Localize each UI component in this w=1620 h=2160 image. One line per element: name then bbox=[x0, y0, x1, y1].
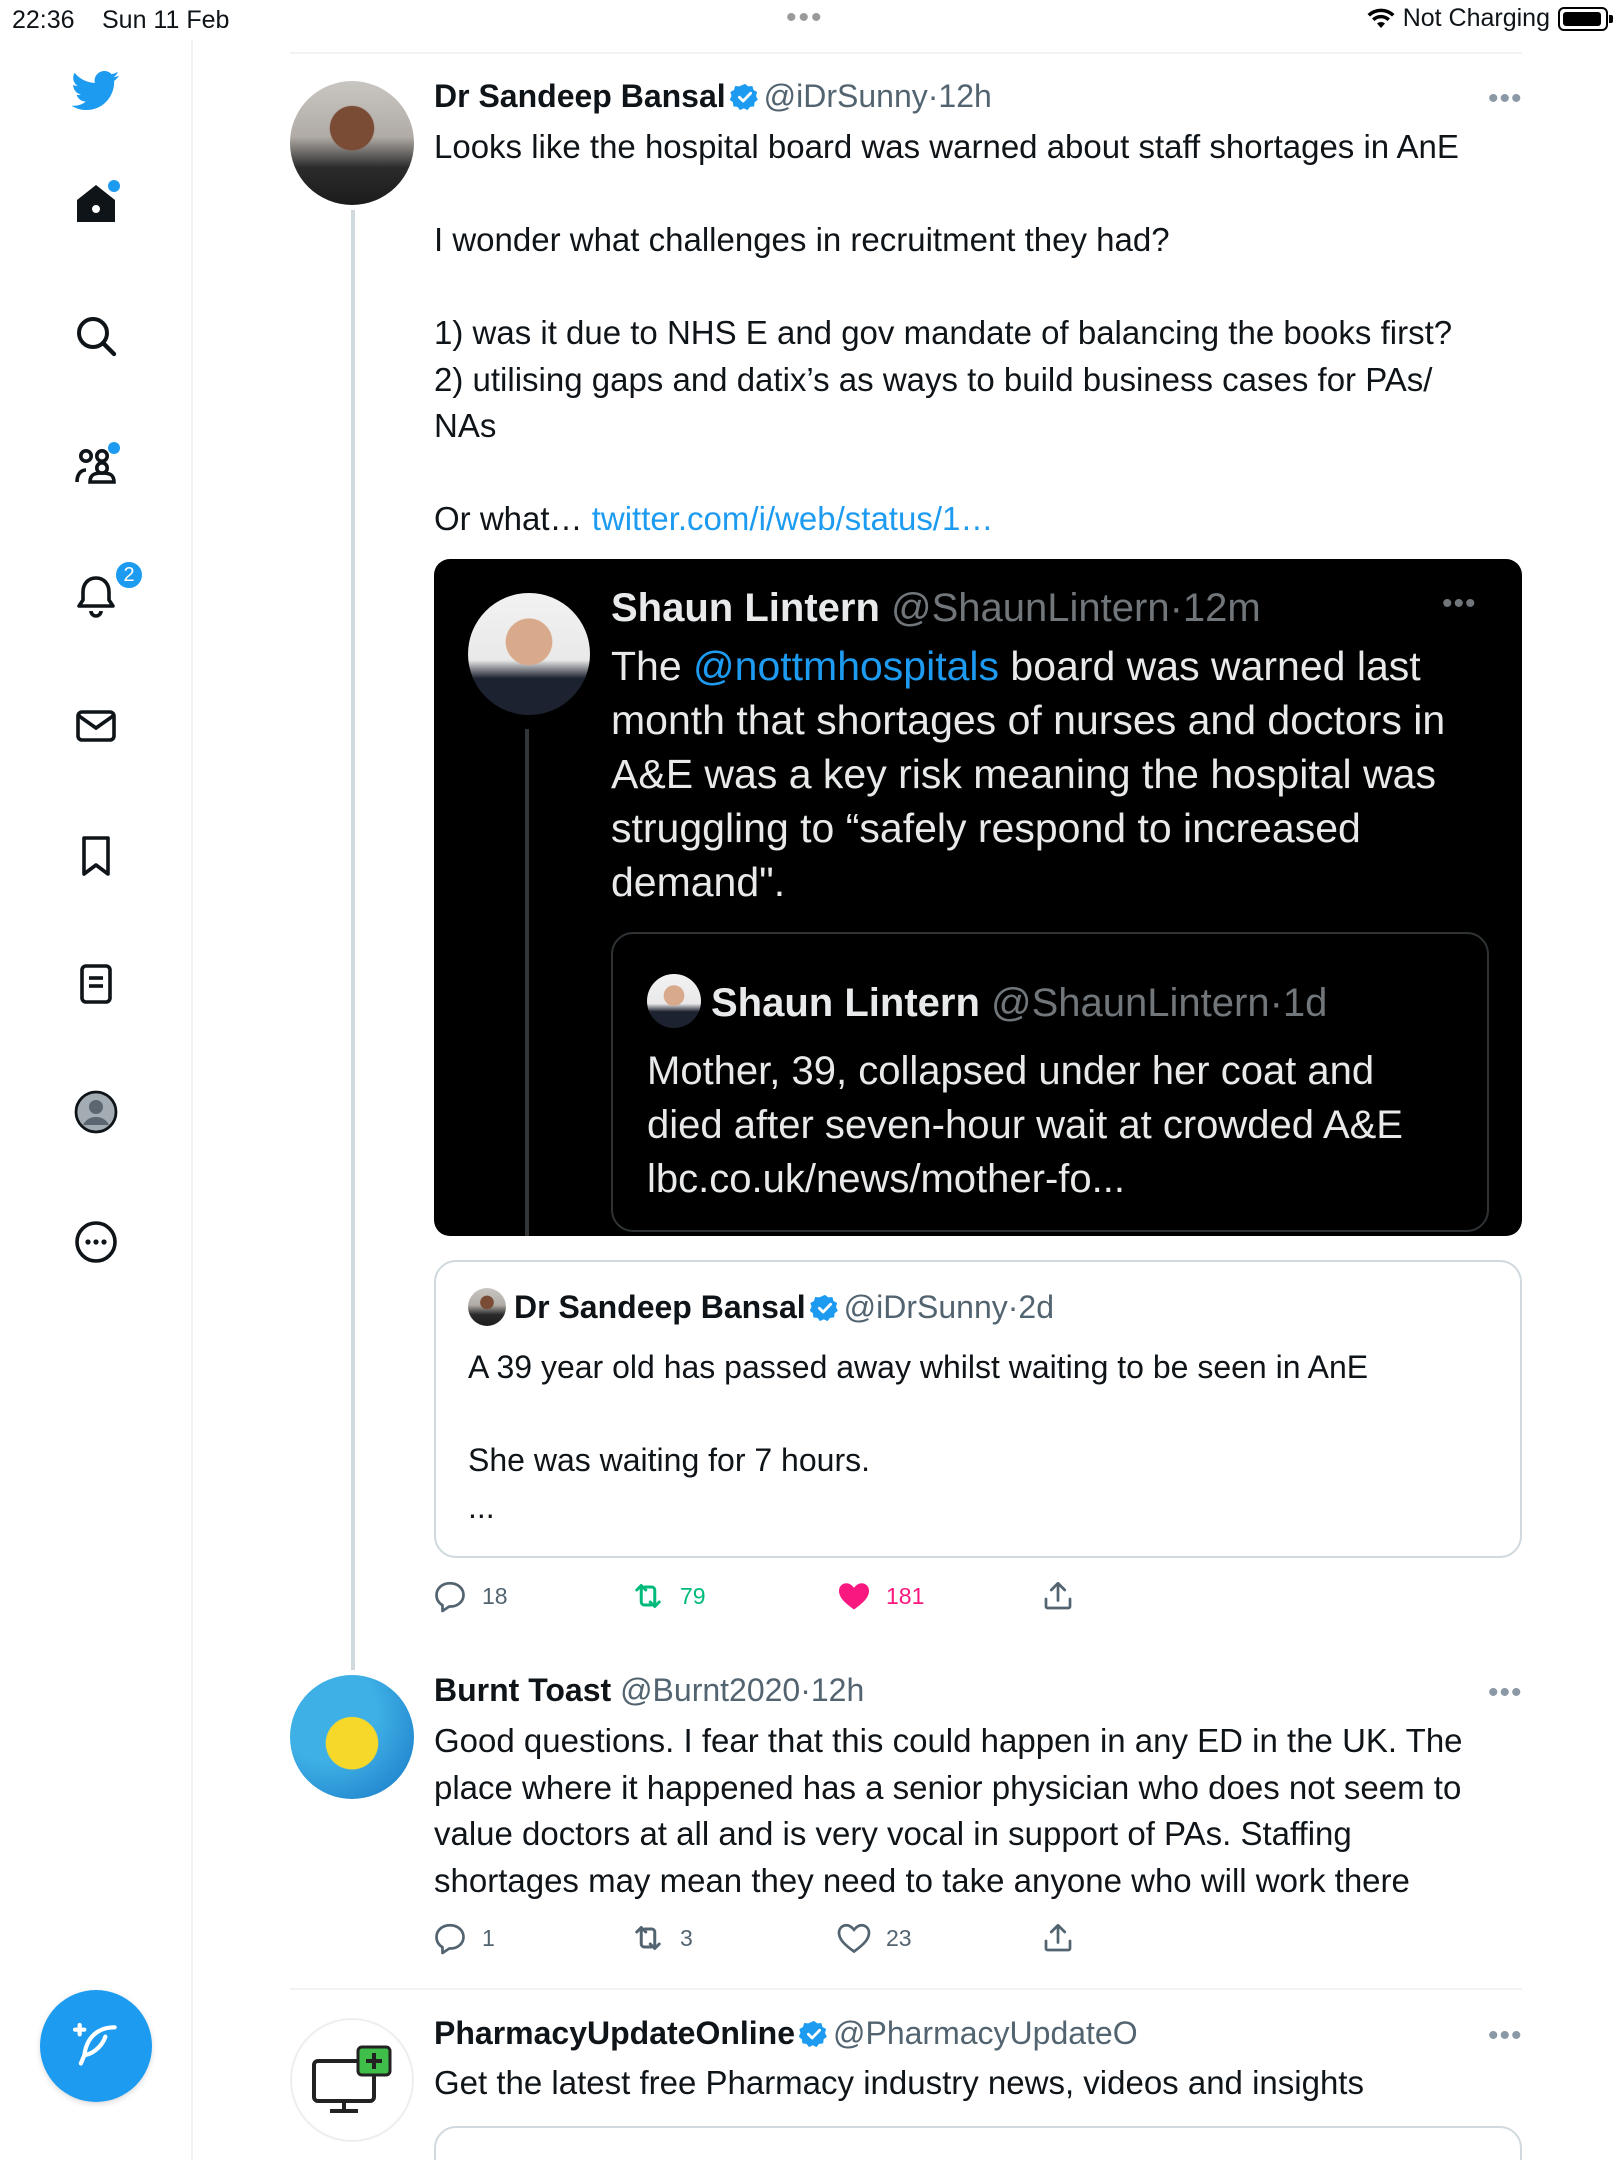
tweet-divider bbox=[290, 1988, 1522, 1990]
sidebar bbox=[0, 40, 193, 2160]
share-icon bbox=[1040, 1920, 1076, 1956]
tweet-body: Looks like the hospital board was warned about staff shortages in AnE I wonder what challenges in recruitment they had? 1) was it due to NHS E and gov mandate of balancing the books first? 2) utilising gaps and datix’s as ways to build business cases for PAs/ NAs Or what… bbox=[434, 128, 1459, 537]
home-icon[interactable] bbox=[70, 178, 122, 230]
quoted-more-icon[interactable]: ••• bbox=[1442, 587, 1477, 620]
reply-icon bbox=[432, 1920, 468, 1956]
share-icon bbox=[1040, 1578, 1076, 1614]
reply-count: 18 bbox=[482, 1582, 508, 1609]
ad-tweet-text: Get the latest free Pharmacy industry news, videos and insights bbox=[434, 2064, 1364, 2101]
verified-badge-icon bbox=[730, 82, 760, 112]
quoted2-author-avatar[interactable] bbox=[468, 1288, 506, 1326]
quoted-text-prefix: The bbox=[611, 643, 694, 689]
reply-icon bbox=[432, 1578, 468, 1614]
tweet-link[interactable]: twitter.com/i/web/status/1… bbox=[591, 500, 994, 537]
communities-new-dot bbox=[108, 442, 120, 454]
status-date: Sun 11 Feb bbox=[102, 6, 230, 34]
retweet-icon bbox=[630, 1578, 666, 1614]
reply-author-handle[interactable]: @Burnt2020 bbox=[620, 1672, 801, 1708]
pharmacy-avatar[interactable] bbox=[290, 2018, 414, 2142]
charging-status: Not Charging bbox=[1402, 4, 1550, 32]
reply-author-name[interactable]: Burnt Toast bbox=[434, 1672, 612, 1708]
nested-author-handle[interactable]: @ShaunLintern bbox=[991, 981, 1270, 1025]
verified-badge-icon bbox=[810, 1293, 840, 1323]
quote-thread-line bbox=[525, 729, 529, 1236]
reply2-like-count: 23 bbox=[886, 1924, 912, 1951]
verified-badge-icon bbox=[799, 2019, 829, 2049]
quoted-author-handle[interactable]: @ShaunLintern bbox=[891, 586, 1170, 630]
reply-header-separator: · bbox=[800, 1672, 811, 1708]
nested-tweet-text: Mother, 39, collapsed under her coat and died after seven-hour wait at crowded A&E lbc.co.uk/news/mother-fo... bbox=[647, 1049, 1403, 1201]
tweet-timestamp[interactable]: 12h bbox=[938, 78, 992, 114]
heart-filled-icon bbox=[836, 1578, 872, 1614]
ad-author-handle[interactable]: @PharmacyUpdateO bbox=[833, 2015, 1138, 2051]
quoted-mention-link[interactable]: @nottmhospitals bbox=[693, 643, 1000, 689]
quoted-tweet-header bbox=[611, 586, 1261, 631]
compose-tweet-button[interactable] bbox=[40, 1990, 152, 2102]
reply2-like-button[interactable] bbox=[836, 1920, 912, 1956]
home-new-dot bbox=[108, 180, 120, 192]
retweet-count: 79 bbox=[680, 1582, 706, 1609]
ad-more-icon[interactable]: ••• bbox=[1488, 2019, 1523, 2052]
like-count: 181 bbox=[886, 1582, 925, 1609]
twitter-logo-icon[interactable] bbox=[70, 64, 122, 116]
quoted-tweet-card[interactable] bbox=[434, 559, 1522, 1236]
retweet-button[interactable] bbox=[630, 1578, 706, 1614]
quoted2-separator: · bbox=[1007, 1289, 1019, 1325]
ad-media-card[interactable] bbox=[434, 2126, 1522, 2160]
share-button[interactable] bbox=[1040, 1578, 1076, 1614]
author-avatar[interactable] bbox=[290, 81, 414, 205]
quoted-timestamp[interactable]: 12m bbox=[1182, 586, 1261, 630]
header-separator: · bbox=[927, 78, 939, 114]
quoted-tweet-text bbox=[611, 639, 1491, 909]
tweet-text bbox=[434, 124, 1514, 543]
reply-tweet-header bbox=[434, 1672, 864, 1709]
burnt-toast-avatar[interactable] bbox=[290, 1675, 414, 1799]
reply2-retweet-button[interactable] bbox=[630, 1920, 693, 1956]
thread-connector-line bbox=[351, 210, 355, 1670]
battery-icon bbox=[1558, 7, 1608, 31]
reply-timestamp[interactable]: 12h bbox=[810, 1672, 865, 1708]
timeline-top-divider bbox=[290, 52, 1522, 54]
reply-button[interactable] bbox=[432, 1578, 508, 1614]
author-name[interactable]: Dr Sandeep Bansal bbox=[434, 78, 726, 114]
profile-avatar-icon[interactable] bbox=[70, 1086, 122, 1138]
like-button[interactable] bbox=[836, 1578, 924, 1614]
reply2-reply-count: 1 bbox=[482, 1924, 495, 1951]
quoted2-timestamp[interactable]: 2d bbox=[1018, 1289, 1054, 1325]
quoted-author-name[interactable]: Shaun Lintern bbox=[611, 586, 880, 630]
quoted-tweet-card-2[interactable] bbox=[434, 1260, 1522, 1558]
nested-tweet-header bbox=[647, 974, 1327, 1028]
reply-more-icon[interactable]: ••• bbox=[1488, 1676, 1523, 1709]
status-right bbox=[1367, 4, 1608, 33]
nested-timestamp[interactable]: 1d bbox=[1282, 981, 1328, 1025]
search-icon[interactable] bbox=[70, 310, 122, 362]
bookmarks-icon[interactable] bbox=[70, 830, 122, 882]
wifi-icon bbox=[1367, 8, 1395, 30]
quoted-header-separator: · bbox=[1169, 586, 1183, 630]
communities-icon[interactable] bbox=[70, 440, 122, 492]
status-bar bbox=[0, 0, 1620, 40]
reply-tweet-text: Good questions. I fear that this could happen in any ED in the UK. The place where it happened has a senior physician who does not seem to value doctors at all and is very vocal in support of PAs. Staffing shortages may mean they need to take anyone who will work there bbox=[434, 1722, 1463, 1899]
reply2-reply-button[interactable] bbox=[432, 1920, 495, 1956]
nested-header-separator: · bbox=[1269, 981, 1283, 1025]
reply2-retweet-count: 3 bbox=[680, 1924, 693, 1951]
quoted2-author-name[interactable]: Dr Sandeep Bansal bbox=[514, 1289, 806, 1325]
ad-author-name[interactable]: PharmacyUpdateOnline bbox=[434, 2015, 795, 2051]
notifications-bell-icon[interactable] bbox=[70, 563, 135, 622]
heart-icon bbox=[836, 1920, 872, 1956]
nested-author-avatar[interactable] bbox=[647, 974, 701, 1028]
lists-icon[interactable] bbox=[70, 958, 122, 1010]
multitasking-dots-icon[interactable]: ••• bbox=[786, 1, 824, 34]
more-options-icon[interactable] bbox=[70, 1216, 122, 1268]
tweet-header bbox=[434, 78, 992, 115]
status-time: 22:36 bbox=[12, 6, 75, 34]
retweet-icon bbox=[630, 1920, 666, 1956]
quoted-author-avatar[interactable] bbox=[468, 593, 590, 715]
quoted2-author-handle[interactable]: @iDrSunny bbox=[843, 1289, 1008, 1325]
compose-feather-icon bbox=[68, 2018, 124, 2074]
quoted-text-suffix: board was warned last month that shortages of nurses and doctors in A&E was a key risk meaning the hospital was struggling to “safely respond to increased demand". bbox=[611, 643, 1446, 905]
monitor-plus-icon bbox=[310, 2045, 394, 2115]
notifications-count-badge: 2 bbox=[114, 560, 144, 590]
author-handle[interactable]: @iDrSunny bbox=[763, 78, 928, 114]
nested-author-name[interactable]: Shaun Lintern bbox=[711, 981, 980, 1025]
tweet-more-icon[interactable]: ••• bbox=[1488, 82, 1523, 115]
ad-tweet-header bbox=[434, 2015, 1138, 2052]
reply2-share-button[interactable] bbox=[1040, 1920, 1076, 1956]
messages-envelope-icon[interactable] bbox=[70, 700, 122, 752]
quoted2-header bbox=[468, 1288, 1054, 1326]
nested-quoted-tweet-card[interactable] bbox=[611, 932, 1489, 1232]
quoted2-text: A 39 year old has passed away whilst waiting to be seen in AnE She was waiting for 7 hours. ... bbox=[468, 1349, 1369, 1525]
